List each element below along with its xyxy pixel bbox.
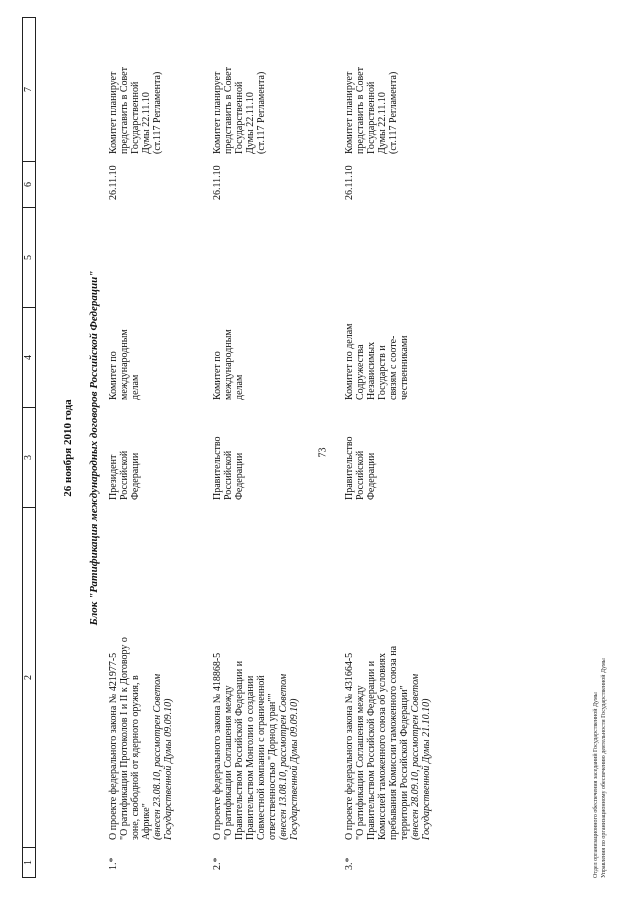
remark-line: Думы 22.11.10 [141,92,152,154]
header-col-6: 6 [23,162,36,208]
remark-line: (ст.117 Регламента) [152,71,163,154]
title-line: пребывания Комиссии таможенного союза на [388,645,399,840]
committee-line: связям с соотe- [388,335,399,400]
initiator-line: Правительство [212,436,223,500]
header-col-5: 5 [23,208,36,308]
committee-line: делам [234,374,245,400]
item-committee [344,300,410,400]
initiator-line: Федерации [366,452,377,500]
title-line: "О ратификации Соглашения между [223,685,234,840]
title-line: Правительством Российской Федерации и [234,660,245,840]
item-initiator [108,410,141,500]
remark-line: представить в Совет [223,67,234,154]
submission-note-line: Государственной Думы 09.09.10) [289,698,300,840]
title-line: "О ратификации Протоколов I и II к Договору о [119,637,130,840]
submission-note-line: Государственной Думы 09.09.10) [163,698,174,840]
remark-line: Государственной [234,81,245,154]
remark-line: (ст.117 Регламента) [388,71,399,154]
title-line: Правительством Монголии о создании [245,675,256,840]
footer-line: Отдел организационного обеспечения заседаний Государственной Думы [593,692,599,878]
item-number: 1.* [108,857,119,870]
item-remark [344,20,399,154]
submission-note-line: (внесен 13.08.10, рассмотрен Советом [278,673,289,840]
initiator-line: Федерации [130,452,141,500]
title-line: "О ратификации Соглашения между [355,685,366,840]
committee-line: Государств и [377,345,388,400]
item-committee [212,300,245,400]
remark-line: Думы 22.11.10 [377,92,388,154]
item-title [108,508,174,840]
header-col-3: 3 [23,408,36,508]
committee-line: делам [130,374,141,400]
submission-note-line: Государственной Думы 21.10.10) [421,698,432,840]
committee-line: Комитет по [212,351,223,400]
date-heading: 26 ноября 2010 года [62,399,74,497]
title-line: Правительством Российской Федерации и [366,660,377,840]
item-initiator [344,410,377,500]
remark-line: Государственной [130,81,141,154]
title-line: Комиссией таможенного союза об условиях [377,653,388,840]
committee-line: чественниками [399,335,410,400]
title-line: зоне, свободной от ядерного оружия, в [130,675,141,840]
remark-line: Думы 22.11.10 [245,92,256,154]
committee-line: международным [119,329,130,400]
header-col-4: 4 [23,308,36,408]
initiator-line: Правительство [344,436,355,500]
item-remark [108,20,163,154]
item-date: 26.11.10 [212,165,223,200]
submission-note-line: (внесен 28.09.10, рассмотрен Советом [410,673,421,840]
title-line: О проекте федерального закона № 418868-5 [212,652,223,840]
initiator-line: Президент [108,454,119,500]
remark-line: представить в Совет [355,67,366,154]
submission-note-line: (внесен 23.08.10, рассмотрен Советом [152,673,163,840]
title-line: Совместной компании с ограниченной [256,675,267,840]
committee-line: Комитет по [108,351,119,400]
committee-line: Комитет по делам [344,323,355,400]
item-title [344,508,432,840]
item-initiator [212,410,245,500]
page-number: 73 [317,447,329,458]
item-committee [108,300,141,400]
header-col-1: 1 [23,848,36,878]
title-line: территории Российской Федерации" [399,685,410,840]
title-line: О проекте федерального закона № 431664-5 [344,652,355,840]
title-line: О проекте федерального закона № 421977-5 [108,652,119,840]
header-col-2: 2 [23,508,36,848]
remark-line: представить в Совет [119,67,130,154]
remark-line: Комитет планирует [344,71,355,154]
initiator-line: Российской [119,450,130,500]
header-col-7: 7 [23,18,36,162]
committee-line: международным [223,329,234,400]
initiator-line: Российской [355,450,366,500]
item-number: 3.* [344,857,355,870]
committee-line: Содружества [355,344,366,400]
title-line: ответственностью "Дорнод уран"" [267,693,278,840]
column-number-header [22,17,36,878]
item-number: 2.* [212,857,223,870]
remark-line: (ст.117 Регламента) [256,71,267,154]
item-date: 26.11.10 [344,165,355,200]
footer-line: Управления по организационному обеспечению деятельности Государственной Думы [601,658,607,878]
committee-line: Независимых [366,341,377,400]
initiator-line: Федерации [234,452,245,500]
document-sheet [22,18,622,878]
title-line: Африке" [141,803,152,840]
item-remark [212,20,267,154]
remark-line: Комитет планирует [108,71,119,154]
remark-line: Государственной [366,81,377,154]
initiator-line: Российской [223,450,234,500]
remark-line: Комитет планирует [212,71,223,154]
item-date: 26.11.10 [108,165,119,200]
item-title [212,508,300,840]
footer-note [592,18,608,878]
block-heading: Блок "Ратификация международных договоров Российской Федерации" [88,270,100,626]
